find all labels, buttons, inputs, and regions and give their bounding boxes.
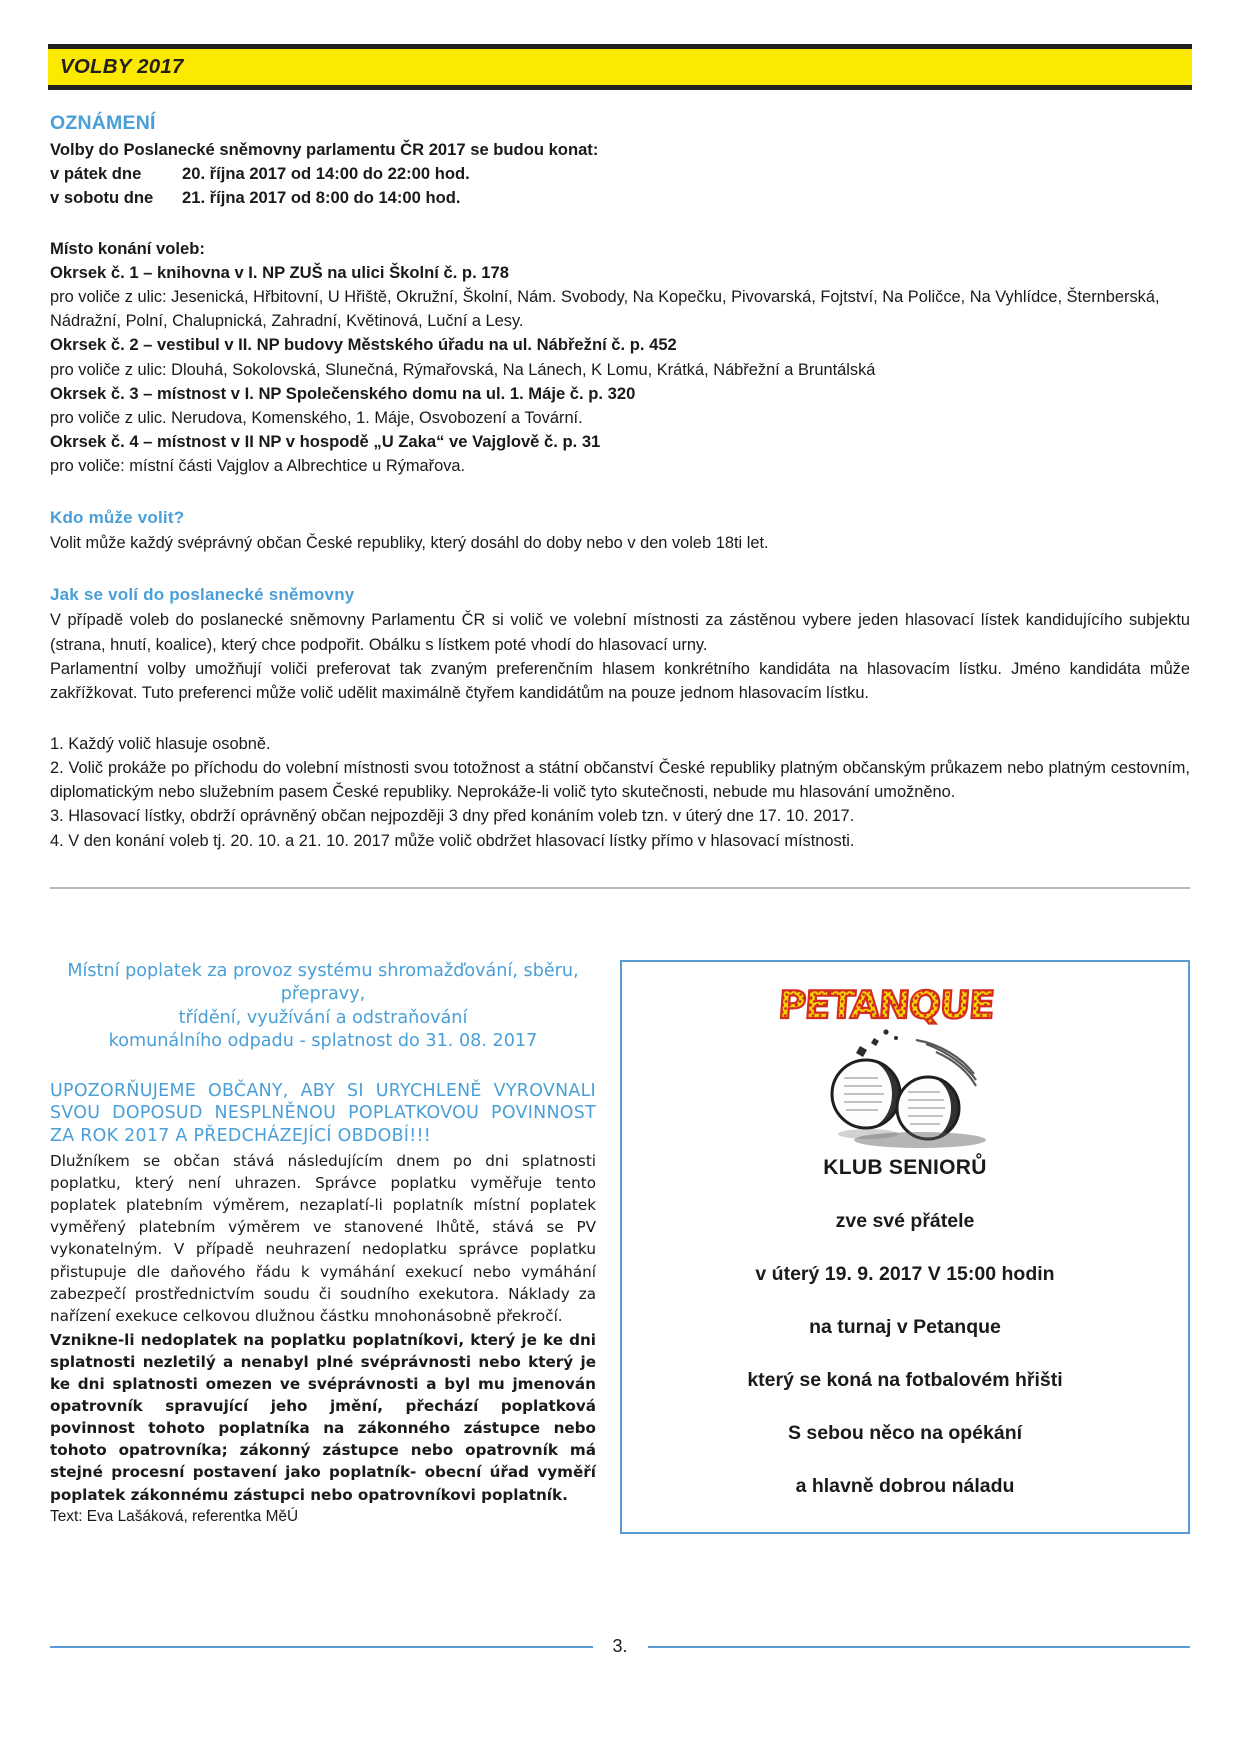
how-to-vote-heading: Jak se volí do poslanecké sněmovny [50,585,355,605]
date-label-saturday: v sobotu dne [50,188,154,208]
petanque-column [620,960,1190,1534]
elections-article [50,112,1190,889]
waste-fee-column [50,960,596,1534]
vote-rule-3: 3. Hlasovací lístky, obdrží oprávněný občan nejpozději 3 dny před konáním voleb tzn. v úterý dne 17. 10. 2017. [50,807,855,826]
spacer [50,211,1190,237]
petanque-line-5: S sebou něco na opékání [787,1422,1023,1444]
fee-warning-text: UPOZORŇUJEME OBČANY, ABY SI URYCHLENĚ VYROVNALI SVOU DOPOSUD NESPLNĚNOU POPLATKOVOU POVINNOST ZA ROK 2017 A PŘEDCHÁZEJÍCÍ OBDOBÍ!!! [50,1080,596,1147]
district-2-voters: pro voliče z ulic: Dlouhá, Sokolovská, Slunečná, Rýmařovská, Na Lánech, K Lomu, Krátká, Nábřežní a Bruntálská [50,360,876,379]
how-to-vote-paragraph-1: V případě voleb do poslanecké sněmovny Parlamentu ČR si volič ve volební místnosti za zástěnou vybere jeden hlasovací lístek kandidujícího subjektu (strana, hnutí, koalice), který chce podpořit. Obálku s lístkem poté vhodí do hlasovací urny. [50,611,1190,654]
spacer [50,555,1190,585]
vote-rule-2: 2. Volič prokáže po příchodu do volební místnosti svou totožnost a státní občanství České republiky platným občanským průkazem nebo platným cestovním, diplomatickým nebo služebním pasem České republiky. Neprokáže-li volič tyto skutečnosti, nebude mu hlasování umožněno. [50,758,1190,802]
date-label-friday: v pátek dne [50,164,142,184]
who-can-vote-heading: Kdo může volit? [50,508,185,528]
fee-title-line-3: komunálního odpadu - splatnost do 31. 08. 2017 [108,1031,538,1052]
vote-rule-1: 1. Každý volič hlasuje osobně. [50,734,271,753]
district-1-title: Okrsek č. 1 – knihovna v I. NP ZUŠ na ulici Školní č. p. 178 [50,262,509,282]
svg-text:PETANQUE: PETANQUE [776,983,995,1027]
district-4-voters: pro voliče: místní části Vajglov a Albrechtice u Rýmařova. [50,457,466,476]
fee-title-line-1: Místní poplatek za provoz systému shromažďování, sběru, přepravy, [67,961,579,1005]
date-row-friday [50,162,1190,186]
place-heading: Místo konání voleb: [50,238,205,258]
article-heading: OZNÁMENÍ [50,112,156,134]
page-header-banner [48,44,1192,90]
petanque-line-3: na turnaj v Petanque [809,1316,1001,1338]
petanque-line-6: a hlavně dobrou náladu [795,1475,1015,1497]
petanque-logo-icon [740,982,1070,1152]
date-value-friday: 20. října 2017 od 14:00 do 22:00 hod. [182,164,470,184]
banner-bar [48,49,1192,85]
lower-section [50,960,1190,1534]
footer-rule-left [50,1646,593,1648]
petanque-line-2: v úterý 19. 9. 2017 V 15:00 hodin [755,1263,1055,1285]
banner-bottom-rule [48,85,1192,90]
footer-rule-right [648,1646,1191,1648]
banner-title: VOLBY 2017 [60,55,184,78]
district-3-voters: pro voliče z ulic. Nerudova, Komenského, 1. Máje, Osvobození a Tovární. [50,408,583,427]
fee-body-plain: Dlužníkem se občan stává následujícím dnem po dni splatnosti poplatku, který není uhrazen. Správce poplatku vyměřuje tento poplatek platebním výměrem, nezaplatí-li poplatník místní poplatek vyměřený platebním výměrem ve stanovené lhůtě, stává se PV vykonatelným. V případě neuhrazení nedoplatku správce poplatku přistupuje dle daňového řádu k vymáhání exekucí nebo vymáhání zabezpečí prostřednictvím soudu či soudního exekutora. Náklady za nařízení exekuce celkovou dlužnou částku mnohonásobně překročí. [50,1151,596,1325]
petanque-line-4: který se koná na fotbalovém hřišti [747,1369,1063,1391]
fee-title-line-2: třídění, využívání a odstraňování [178,1007,468,1028]
page-number: 3. [612,1636,628,1656]
spacer [50,478,1190,508]
petanque-invitation-box [620,960,1190,1534]
spacer [50,706,1190,732]
date-value-saturday: 21. října 2017 od 8:00 do 14:00 hod. [182,188,461,208]
fee-body-bold: Vznikne-li nedoplatek na poplatku poplatníkovi, který je ke dni splatnosti nezletilý a nenabyl plné svéprávnosti nebo který je ke dni splatnosti omezen ve svéprávnosti a byl mu jmenován opatrovník spravující jeho jmění, přechází poplatková povinnost tohoto poplatníka na zákonného zástupce nebo tohoto opatrovníka; zákonný zástupce nebo opatrovník má stejné procesní postavení jako poplatník- obecní úřad vyměří poplatek zákonnému zástupci nebo opatrovníkovi poplatník. [50,1330,596,1504]
district-1-voters: pro voliče z ulic: Jesenická, Hřbitovní, U Hřiště, Okružní, Školní, Nám. Svobody, Na Kopečku, Pivovarská, Fojtství, Na Poličce, Na Vyhlídce, Šternberská, Nádražní, Polní, Chalupnická, Zahradní, Květinová, Luční a Lesy. [50,288,1160,331]
vote-rule-4: 4. V den konání voleb tj. 20. 10. a 21. 10. 2017 může volič obdržet hlasovací lístky přímo v hlasovací místnosti. [50,831,855,850]
how-to-vote-paragraph-2: Parlamentní volby umožňují voliči preferovat tak zvaným preferenčním hlasem konkrétního kandidáta na hlasovacím lístku. Jméno kandidáta může zakřížkovat. Tuto preferenci může volič udělit maximálně čtyřem kandidátům na pouze jednom hlasovacím lístku. [50,659,1190,703]
fee-credit: Text: Eva Lašáková, referentka MěÚ [50,1507,299,1525]
petanque-line-1: zve své přátele [835,1210,975,1232]
page-footer [50,1636,1190,1657]
who-can-vote-text: Volit může každý svéprávný občan České republiky, který dosáhl do doby nebo v den voleb 18ti let. [50,534,769,553]
article-intro: Volby do Poslanecké sněmovny parlamentu ČR 2017 se budou konat: [50,140,599,159]
date-row-saturday [50,186,1190,210]
district-4-title: Okrsek č. 4 – místnost v II NP v hospodě „U Zaka“ ve Vajglově č. p. 31 [50,431,601,451]
petanque-club-name: KLUB SENIORŮ [823,1156,987,1179]
section-divider [50,887,1190,889]
district-2-title: Okrsek č. 2 – vestibul v II. NP budovy Městského úřadu na ul. Nábřežní č. p. 452 [50,335,677,355]
district-3-title: Okrsek č. 3 – místnost v I. NP Společenského domu na ul. 1. Máje č. p. 320 [50,383,636,403]
